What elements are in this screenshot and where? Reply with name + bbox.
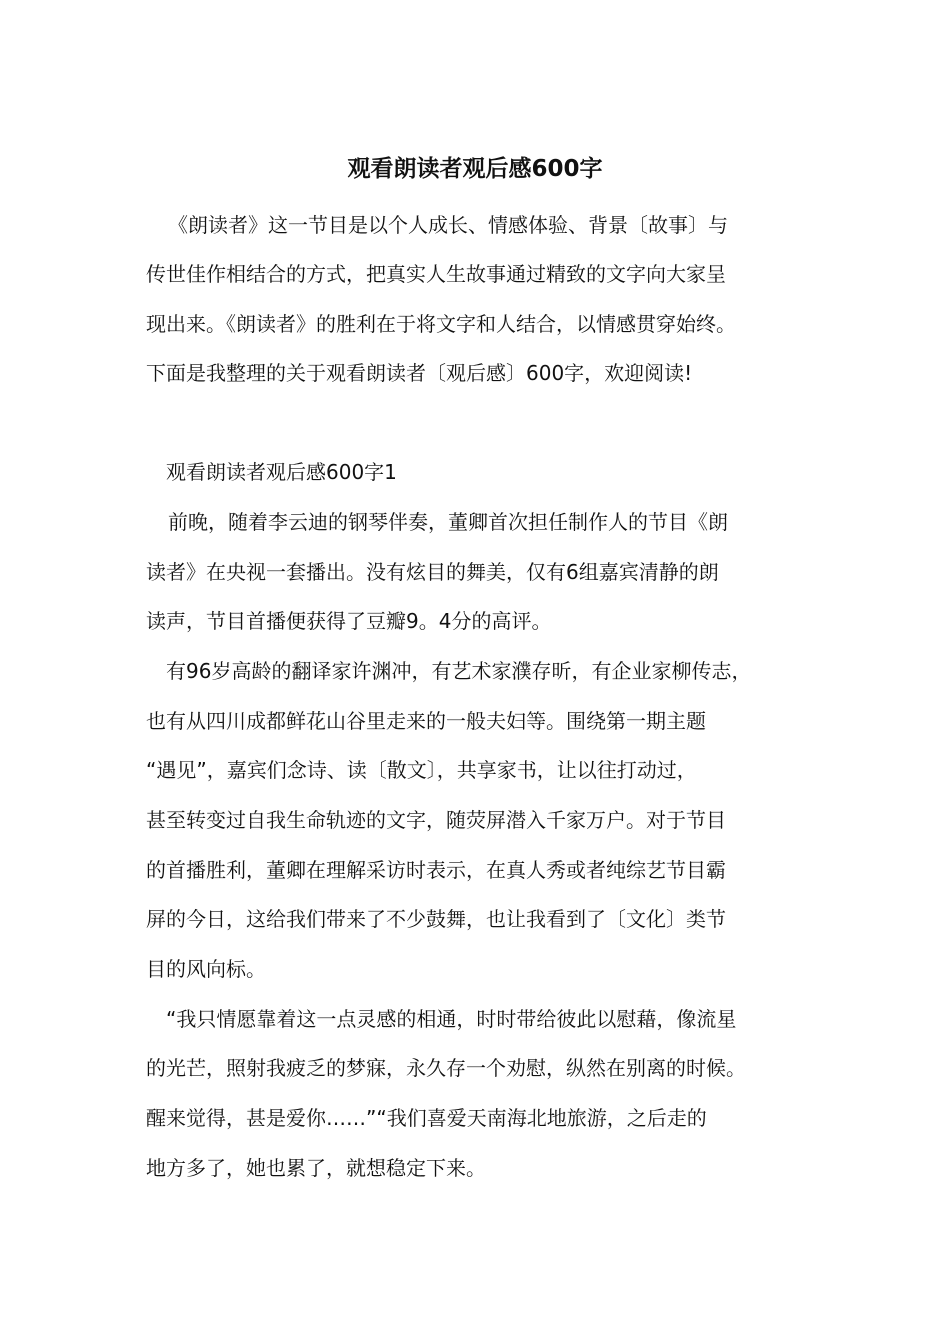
section-heading: 观看朗读者观后感600字1 (166, 460, 397, 484)
paragraph-line: 读者》在央视一套播出。没有炫目的舞美，仅有6组嘉宾清静的朗 (146, 560, 719, 584)
paragraph-line: “遇见”，嘉宾们念诗、读〔散文〕，共享家书，让以往打动过， (146, 758, 697, 782)
paragraph-line: 甚至转变过自我生命轨迹的文字，随荧屏潜入千家万户。对于节目 (146, 808, 726, 832)
document-title: 观看朗读者观后感600字 (347, 156, 603, 182)
paragraph-line: 屏的今日，这给我们带来了不少鼓舞，也让我看到了〔文化〕类节 (146, 907, 726, 931)
paragraph-line: 也有从四川成都鲜花山谷里走来的一般夫妇等。围绕第一期主题 (146, 709, 706, 733)
paragraph-line: 地方多了，她也累了，就想稳定下来。 (146, 1156, 486, 1180)
intro-line: 传世佳作相结合的方式，把真实人生故事通过精致的文字向大家呈 (146, 262, 726, 286)
paragraph-line: 目的风向标。 (146, 957, 266, 981)
intro-line: 《朗读者》这一节目是以个人成长、情感体验、背景〔故事〕与 (168, 213, 728, 237)
intro-line: 下面是我整理的关于观看朗读者〔观后感〕600字，欢迎阅读! (146, 361, 693, 385)
paragraph-line: 有96岁高龄的翻译家许渊冲，有艺术家濮存昕，有企业家柳传志， (166, 659, 752, 683)
paragraph-line: 的首播胜利，董卿在理解采访时表示，在真人秀或者纯综艺节目霸 (146, 858, 726, 882)
paragraph-line: “我只情愿靠着这一点灵感的相通，时时带给彼此以慰藉，像流星 (166, 1007, 737, 1031)
paragraph-line: 前晚，随着李云迪的钢琴伴奏，董卿首次担任制作人的节目《朗 (168, 510, 728, 534)
paragraph-line: 的光芒，照射我疲乏的梦寐，永久存一个劝慰，纵然在别离的时候。 (146, 1056, 746, 1080)
intro-line: 现出来。《朗读者》的胜利在于将文字和人结合，以情感贯穿始终。 (146, 312, 736, 336)
paragraph-line: 读声，节目首播便获得了豆瓣9。4分的高评。 (146, 609, 552, 633)
paragraph-line: 醒来觉得，甚是爱你……”“我们喜爱天南海北地旅游，之后走的 (146, 1106, 707, 1130)
